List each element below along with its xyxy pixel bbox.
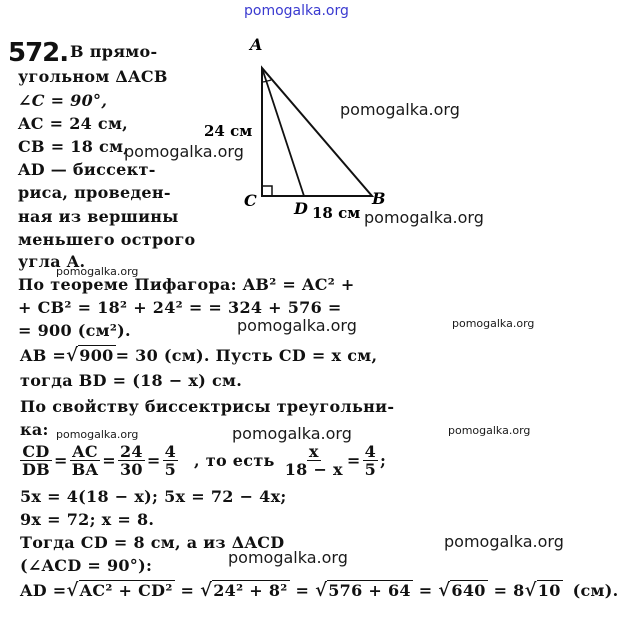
fraction-x: $\frac{x}{18 - x}$ [284, 442, 343, 479]
solution-line-ab [20, 345, 377, 366]
ad-formula: AD =√AC² + CD² = √24² + 8² = √576 + 64 = √640 = 8√10 (см). [20, 580, 619, 601]
proportion-line: $\frac{CD}{DB}$ = $\frac{AC}{BA}$ = $\frac{24}{30}$ = $\frac{4}{5}$ , то есть $\frac{x}{18 - x}$ = $\frac{4}{5}$ ; [22, 442, 387, 479]
watermark[interactable]: pomogalka.org [56, 428, 139, 441]
given-line: В прямо- [70, 42, 158, 61]
watermark[interactable]: pomogalka.org [340, 100, 460, 119]
fraction-ac-ba: $\frac{AC}{BA}$ [71, 442, 99, 479]
watermark[interactable]: pomogalka.org [444, 532, 564, 551]
side-cb-label: 18 см [312, 204, 361, 222]
triangle-acb [262, 68, 372, 196]
angle-mark-2 [267, 80, 271, 81]
bisector-ad [262, 68, 304, 196]
solution-line: По свойству биссектрисы треугольни- [20, 397, 395, 416]
given-line: AC = 24 см, [18, 114, 129, 133]
vertex-d-label: D [294, 199, 308, 218]
given-line: ная из вершины [18, 207, 179, 226]
given-line: угольном ΔACB [18, 67, 168, 86]
solution-line: (∠ACD = 90°): [20, 556, 153, 575]
triangle-figure [196, 32, 406, 222]
watermark[interactable]: pomogalka.org [452, 317, 535, 330]
given-line: меньшего острого [18, 230, 196, 249]
ab-label: AB = [20, 346, 67, 365]
solution-line: 5x = 4(18 − x); 5x = 72 − 4x; [20, 487, 287, 506]
watermark[interactable]: pomogalka.org [228, 548, 348, 567]
solution-line: По теореме Пифагора: AB² = AC² + [18, 275, 355, 294]
watermark[interactable]: pomogalka.org [237, 316, 357, 335]
to-est-text: , то есть [194, 451, 275, 470]
watermark[interactable]: pomogalka.org [448, 424, 531, 437]
watermark[interactable]: pomogalka.org [56, 265, 139, 278]
fraction-24-30: $\frac{24}{30}$ [119, 442, 143, 479]
given-line: CB = 18 см, [18, 137, 130, 156]
given-line: угла A. [18, 252, 86, 271]
watermark[interactable]: pomogalka.org [124, 142, 244, 161]
radical-sign: √ [66, 345, 79, 366]
problem-number: 572. [8, 38, 69, 68]
right-angle-mark [262, 186, 272, 196]
side-ac-label: 24 см [204, 122, 253, 140]
given-line: риса, проведен- [18, 183, 171, 202]
radicand: 900 [79, 346, 114, 365]
vertex-b-label: B [372, 189, 386, 208]
watermark[interactable]: pomogalka.org [364, 208, 484, 227]
ab-rest: = 30 (см). Пусть CD = x см, [115, 346, 378, 365]
solution-line: тогда BD = (18 − x) см. [20, 371, 243, 390]
solution-line: Тогда CD = 8 см, а из ΔACD [20, 533, 285, 552]
solution-line: + CB² = 18² + 24² = = 324 + 576 = [18, 298, 342, 317]
fraction-4-5-b: $\frac{4}{5}$ [364, 442, 377, 479]
solution-line: = 900 (см²). [18, 321, 131, 340]
watermark[interactable]: pomogalka.org [232, 424, 352, 443]
solution-line: ка: [20, 420, 49, 439]
fraction-4-5: $\frac{4}{5}$ [164, 442, 177, 479]
watermark-top[interactable]: pomogalka.org [244, 3, 349, 19]
vertex-a-label: A [250, 35, 263, 54]
solution-line: 9x = 72; x = 8. [20, 510, 155, 529]
vertex-c-label: C [244, 191, 257, 210]
fraction-cd-db: $\frac{CD}{DB}$ [22, 442, 50, 479]
given-line: ∠C = 90°, [18, 91, 108, 110]
given-line: AD — биссект- [18, 160, 156, 179]
